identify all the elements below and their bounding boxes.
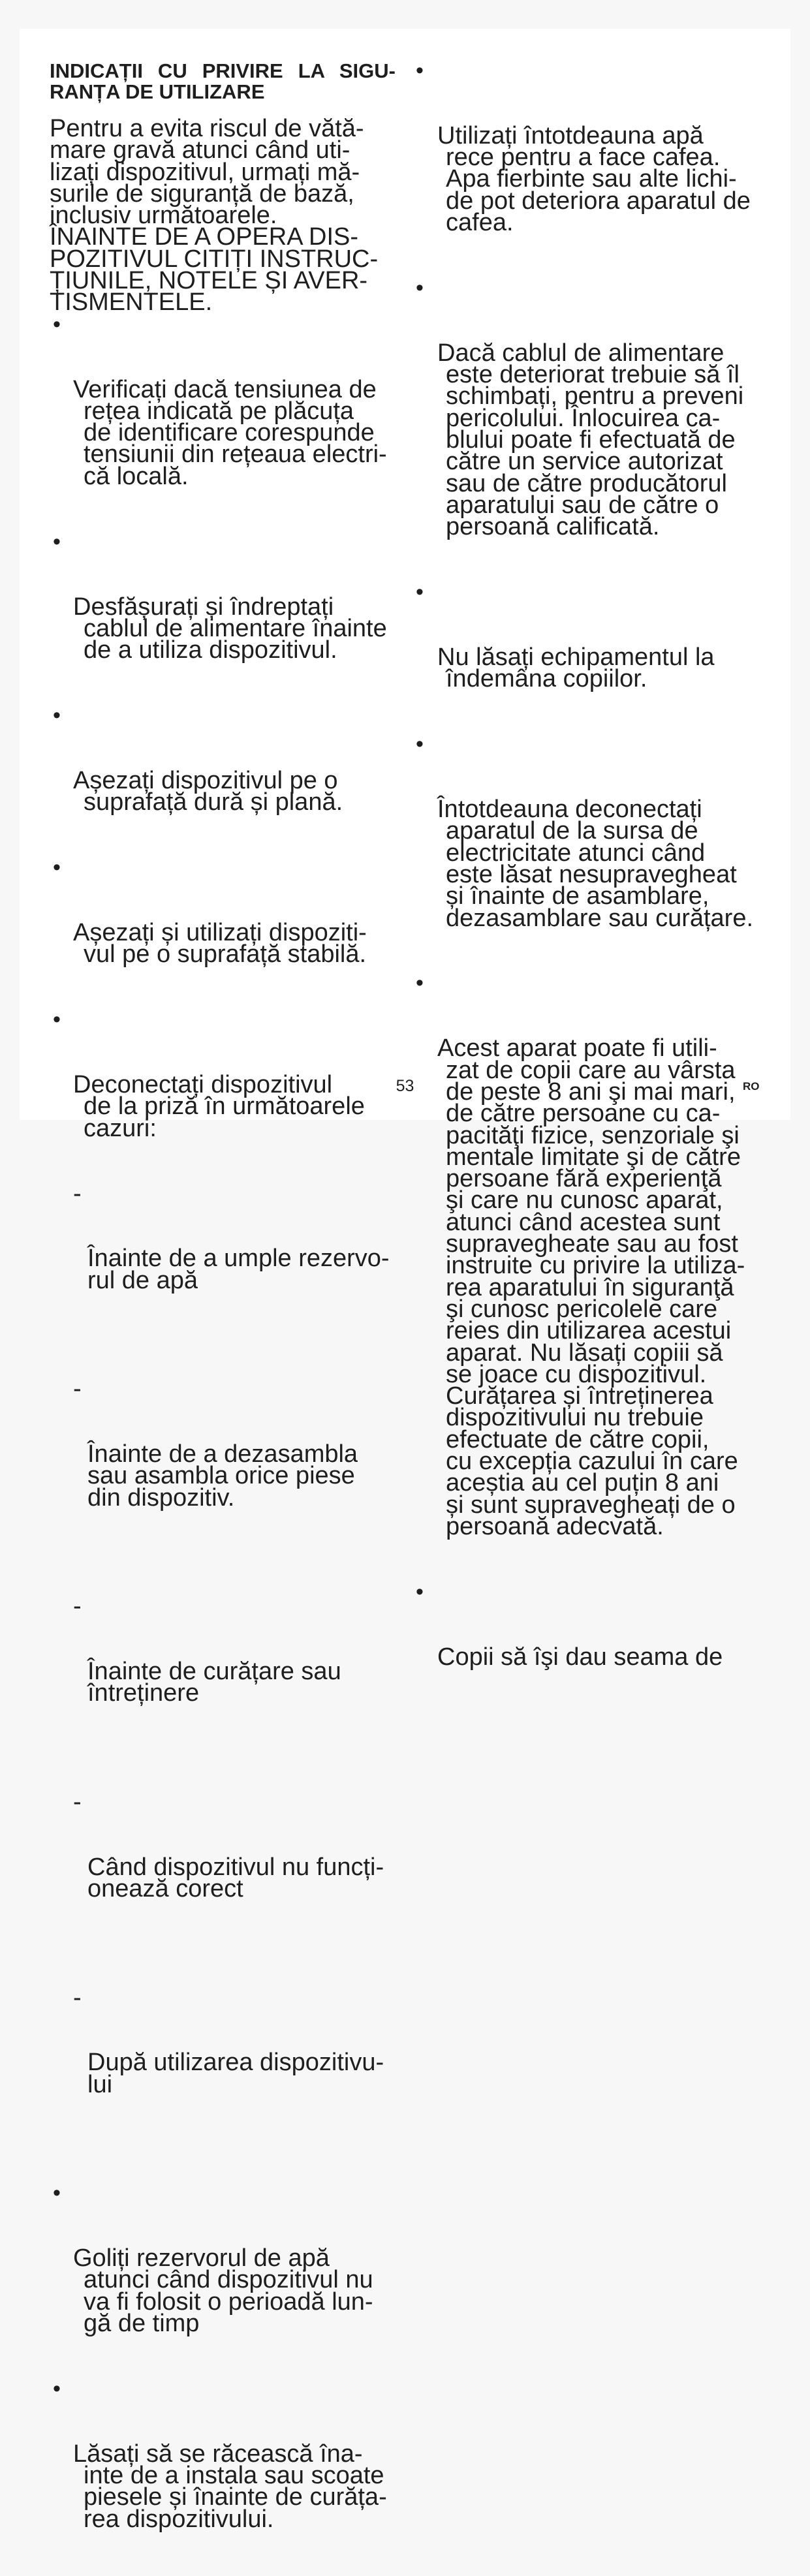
intro-paragraph: Pentru a evita riscul de vătă- mare gravă atunci când uti- lizați dispozitivul, urmați mă- surile de siguranță de bază, inclusiv următoarele. [50, 115, 364, 230]
bullet-item-damaged-cable [416, 277, 788, 582]
bullet-item-voltage [50, 311, 405, 531]
bullet-icon: • [416, 1579, 424, 1604]
sub-item-text: Înainte de curățare sau întreținere [87, 1658, 341, 1707]
bullet-item-stable-surface [50, 857, 405, 1009]
dash-icon: - [73, 1983, 82, 2011]
bullet-icon: • [53, 529, 61, 554]
bullet-icon: • [53, 1007, 61, 1032]
dash-icon: - [73, 1592, 82, 1621]
read-instructions-notice: ÎNAINTE DE A OPERA DIS- POZITIVUL CITIȚI INSTRUC- ȚIUNILE, NOTELE ȘI AVER- TISMENTELE. [50, 223, 379, 317]
bullet-text: Dacă cablul de alimentare este deteriorat trebuie să îl schimbați, pentru a preveni pericolului. Înlocuirea ca- blului poate fi efectuată de către un service autorizat sau de către producătorul aparatului sau de către o persoană calificată. [437, 339, 744, 541]
bullet-item-children-reach [416, 582, 788, 734]
bullet-icon: • [53, 2180, 61, 2206]
sub-item [50, 1788, 405, 1944]
dash-icon: - [73, 1375, 82, 1403]
bullet-item-disconnect [416, 734, 788, 972]
bullet-text: Lăsați să se răcească îna- inte de a instala sau scoate piesele și înainte de curăța- rea dispozitivului. [73, 2440, 387, 2533]
language-code: RO [743, 1080, 760, 1093]
bullet-icon: • [53, 2376, 61, 2401]
bullet-text: Desfășurați și îndreptați cablul de alimentare înainte de a utiliza dispozitivul. [73, 593, 387, 664]
bullet-text: Utilizați întotdeauna apă rece pentru a face cafea. Apa fierbinte sau alte lichi- de pot deteriora aparatul de cafea. [437, 121, 751, 237]
sub-item-text: După utilizarea dispozitivu- lui [87, 2049, 384, 2098]
bullet-item-empty-tank [50, 2182, 405, 2378]
sub-item [50, 1592, 405, 1748]
left-column [50, 61, 405, 2574]
bullet-item-cable [50, 531, 405, 705]
bullet-icon: • [53, 311, 61, 337]
bullet-text: Întotdeauna deconectați aparatul de la sursa de electricitate atunci când este lăsat nesupravegheat și înainte de asamblare, dezasamblare sau curățare. [437, 796, 754, 932]
bullet-icon: • [416, 580, 424, 605]
bullet-icon: • [53, 855, 61, 880]
sub-item [50, 1179, 405, 1335]
right-column [416, 60, 788, 1712]
heading-line-1: INDICAȚII CU PRIVIRE LA SIGU- [50, 59, 396, 82]
bullet-icon: • [53, 703, 61, 728]
safety-heading [50, 61, 405, 102]
dash-icon: - [73, 1788, 82, 1816]
bullet-text: Nu lăsați echipamentul la îndemâna copiilor. [437, 644, 715, 693]
bullet-text: Deconectați dispozitivul de la priză în următoarele cazuri: [73, 1071, 365, 1142]
bullet-text: Verificați dacă tensiunea de rețea indicată pe plăcuța de identificare corespunde tensiunii din rețeaua electri- că locală. [73, 375, 387, 490]
bullet-item-children-awareness [416, 1581, 788, 1712]
page-number: 53 [396, 1077, 414, 1095]
bullet-text: Acest aparat poate fi utili- zat de copii care au vârsta de peste 8 ani şi mai mari, de către persoane cu ca- pacităţi fizice, senzoriale şi mentale limitate şi de către persoane fără experienţă şi care nu cunosc aparat, atunci când acestea sunt supravegheate sau au fost instruite cu privire la utiliza- rea aparatului în siguranţă şi cunosc pericolele care reies din utilizarea acestui aparat. Nu lăsați copiii să se joace cu dispozitivul. Curățarea și întreținerea dispozitivului nu trebuie efectuate de către copii, cu excepția cazului în care aceștia au cel puțin 8 ani și sunt supravegheați de o persoană adecvată. [437, 1034, 745, 1540]
bullet-item-cold-water [416, 60, 788, 277]
sub-item-text: Când dispozitivul nu funcți- onează corect [87, 1853, 384, 1903]
bullet-icon: • [416, 58, 424, 83]
dash-icon: - [73, 1179, 82, 1207]
bullet-item-cool-down [50, 2378, 405, 2574]
bullet-item-hard-surface [50, 705, 405, 857]
bullet-item-children-use [416, 972, 788, 1581]
sub-item [50, 1375, 405, 1552]
bullet-text: Așezați dispozitivul pe o suprafață dură și plană. [73, 766, 343, 816]
sub-item-text: Înainte de a umple rezervo- rul de apă [87, 1245, 390, 1294]
bullet-icon: • [416, 275, 424, 300]
bullet-text: Așezați și utilizați dispoziti- vul pe o suprafață stabilă. [73, 918, 367, 969]
sub-item-text: Înainte de a dezasambla sau asambla orice piese din dispozitiv. [87, 1440, 358, 1512]
sub-item [50, 1983, 405, 2139]
bullet-icon: • [416, 732, 424, 757]
bullet-item-unplug [50, 1009, 405, 2182]
bullet-icon: • [416, 970, 424, 996]
bullet-text: Copii să îşi dau seama de [437, 1643, 723, 1671]
heading-line-2: RANȚA DE UTILIZARE [50, 80, 265, 103]
bullet-text: Goliți rezervorul de apă atunci când dispozitivul nu va fi folosit o perioadă lun- gă de timp [73, 2244, 373, 2337]
